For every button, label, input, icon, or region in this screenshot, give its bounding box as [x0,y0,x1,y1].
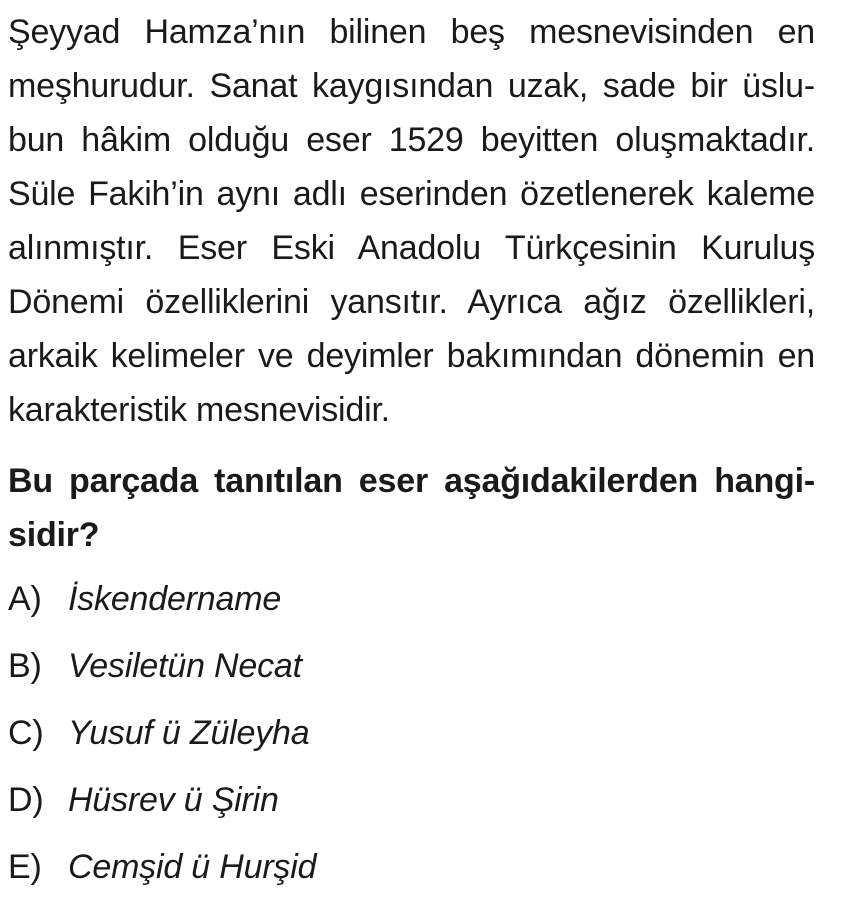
option-c-letter: C) [8,714,44,752]
passage-line: bun hâkim olduğu eser 1529 beyitten oluşmaktadır. [8,121,815,159]
option-c-text: Yusuf ü Züleyha [68,714,310,752]
option-e-letter: E) [8,848,42,886]
passage-line: alınmıştır. Eser Eski Anadolu Türkçesinin Kuruluş [8,229,815,267]
passage-text [8,5,815,437]
passage-line: Dönemi özelliklerini yansıtır. Ayrıca ağız özellikleri, [8,283,815,321]
passage-line: Süle Fakih’in aynı adlı eserinden özetlenerek kaleme [8,175,815,213]
option-a[interactable] [8,572,815,626]
question-line: Bu parçada tanıtılan eser aşağıdakilerden hangi- [8,462,815,500]
option-b-text: Vesiletün Necat [68,647,302,685]
option-d-letter: D) [8,781,44,819]
option-c[interactable] [8,706,815,760]
question-card [8,5,815,894]
option-d-text: Hüsrev ü Şirin [68,781,279,819]
option-b[interactable] [8,639,815,693]
passage-line: Şeyyad Hamza’nın bilinen beş mesnevisinden en [8,13,815,51]
option-e-text: Cemşid ü Hurşid [68,848,317,886]
question-stem [8,454,815,562]
option-e[interactable] [8,840,815,894]
passage-line: arkaik kelimeler ve deyimler bakımından dönemin en [8,337,815,375]
options-list [8,572,815,894]
option-a-letter: A) [8,580,42,618]
option-b-letter: B) [8,647,42,685]
option-d[interactable] [8,773,815,827]
option-a-text: İskendername [68,580,282,618]
question-line: sidir? [8,516,100,554]
passage-line: meşhurudur. Sanat kaygısından uzak, sade bir üslu- [8,67,815,105]
passage-line: karakteristik mesnevisidir. [8,391,390,429]
